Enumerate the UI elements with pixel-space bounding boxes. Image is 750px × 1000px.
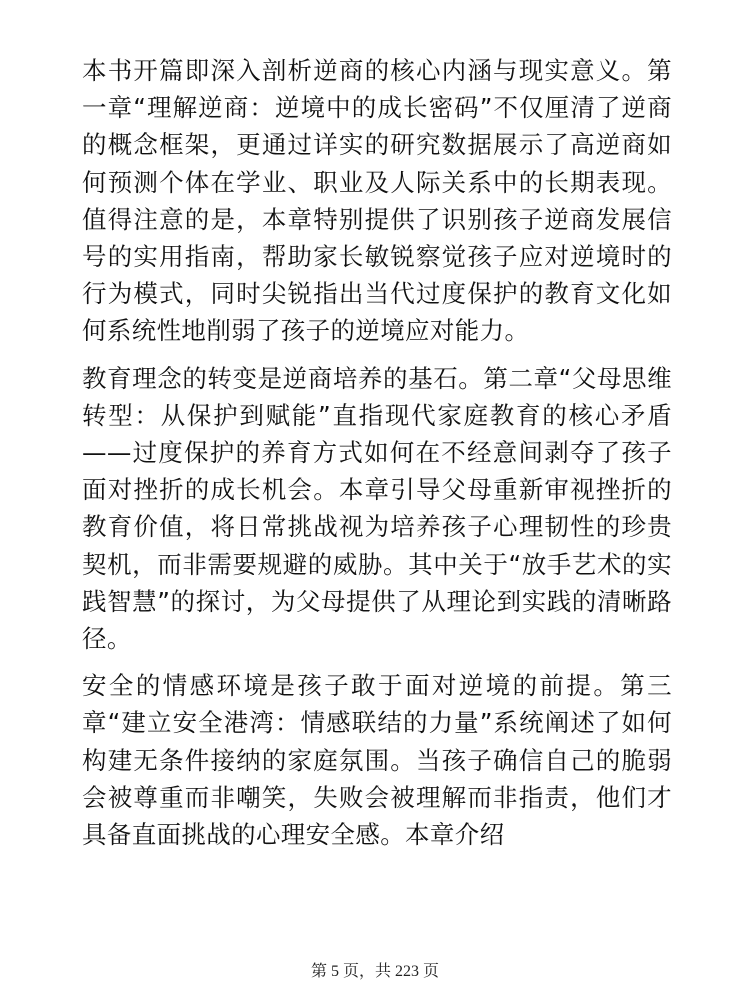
- paragraph-3: 安全的情感环境是孩子敢于面对逆境的前提。第三章“建立安全港湾：情感联结的力量”系统阐述了如何构建无条件接纳的家庭氛围。当孩子确信自己的脆弱会被尊重而非嘲笑，失败会被理解而非指责，他们才具备直面挑战的心理安全感。本章介绍: [82, 671, 672, 850]
- page-footer: 第 5 页，共 223 页: [310, 963, 439, 980]
- paragraph-1: 本书开篇即深入剖析逆商的核心内涵与现实意义。第一章“理解逆商：逆境中的成长密码”不仅厘清了逆商的概念框架，更通过详实的研究数据展示了高逆商如何预测个体在学业、职业及人际关系中的长期表现。值得注意的是，本章特别提供了识别孩子逆商发展信号的实用指南，帮助家长敏锐察觉孩子应对逆境时的行为模式，同时尖锐指出当代过度保护的教育文化如何系统性地削弱了孩子的逆境应对能力。: [82, 56, 672, 346]
- body-text: [82, 52, 672, 863]
- paragraph-2: 教育理念的转变是逆商培养的基石。第二章“父母思维转型：从保护到赋能”直指现代家庭教育的核心矛盾——过度保护的养育方式如何在不经意间剥夺了孩子面对挫折的成长机会。本章引导父母重新审视挫折的教育价值，将日常挑战视为培养孩子心理韧性的珍贵契机，而非需要规避的威胁。其中关于“放手艺术的实践智慧”的探讨，为父母提供了从理论到实践的清晰路径。: [82, 363, 672, 654]
